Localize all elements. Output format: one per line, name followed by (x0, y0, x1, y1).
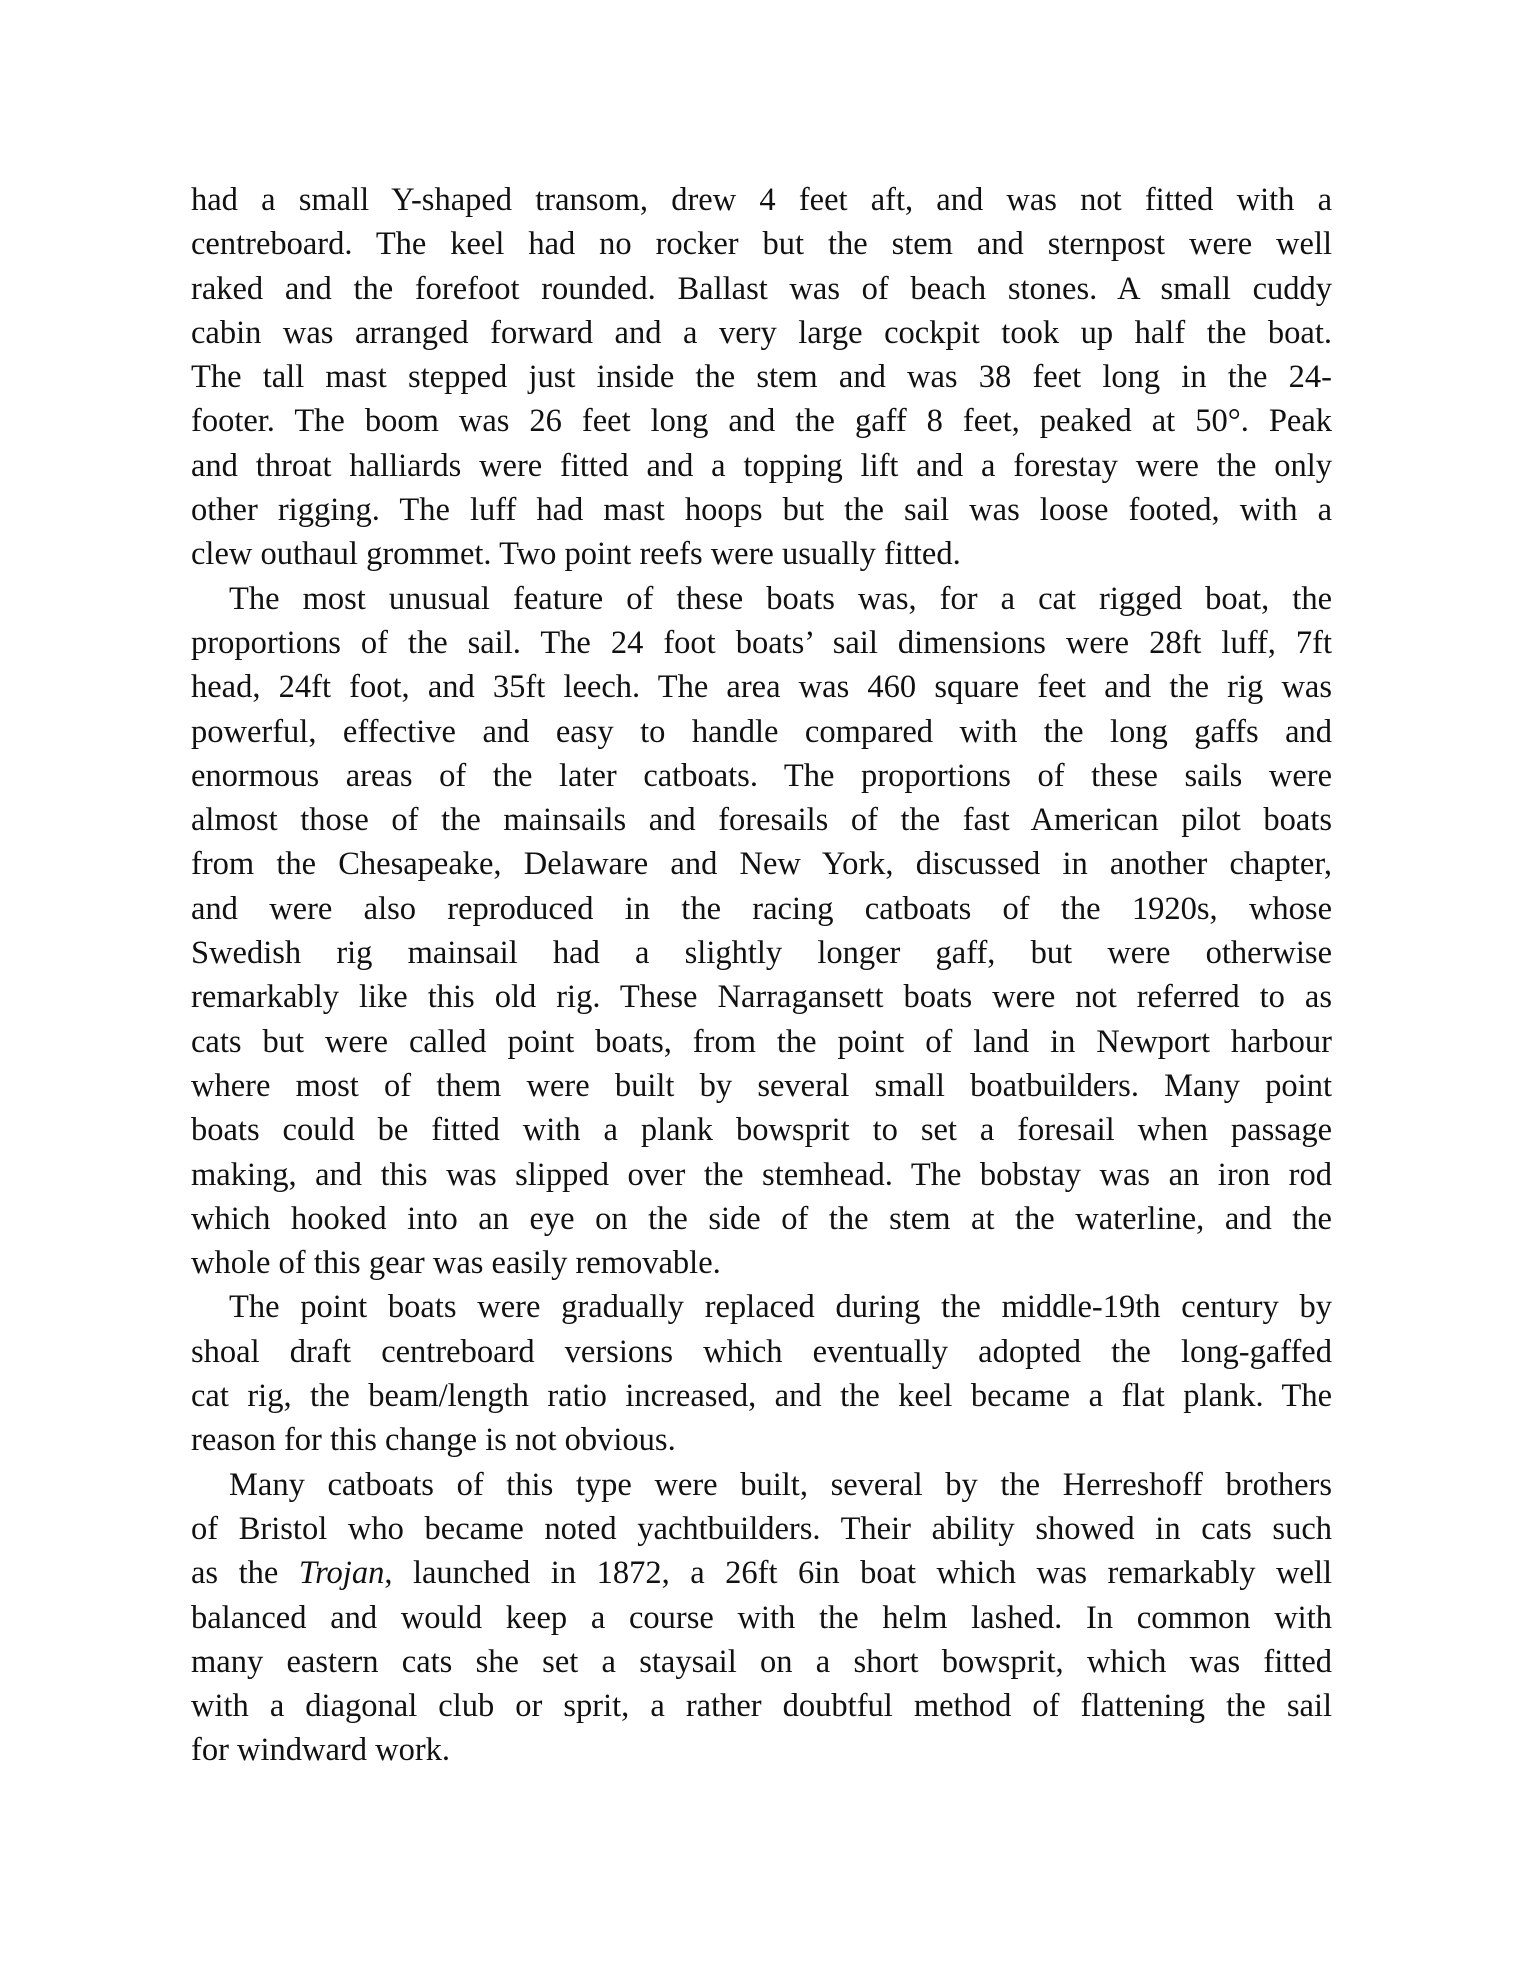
text-line: other rigging. The luff had mast hoops but the sail was loose footed, with a (191, 492, 1332, 529)
paragraph (191, 1285, 1332, 1462)
text-line: Swedish rig mainsail had a slightly longer gaff, but were otherwise (191, 935, 1332, 972)
text-line: The point boats were gradually replaced during the middle-19th century by (229, 1289, 1332, 1326)
text-line: of Bristol who became noted yachtbuilders. Their ability showed in cats such (191, 1510, 1332, 1547)
text-line: making, and this was slipped over the stemhead. The bobstay was an iron rod (191, 1156, 1332, 1193)
paragraph (191, 178, 1332, 577)
text-segment: as the (191, 1555, 299, 1592)
text-line: reason for this change is not obvious. (191, 1422, 676, 1459)
text-line: head, 24ft foot, and 35ft leech. The area was 460 square feet and the rig was (191, 669, 1332, 706)
text-line: proportions of the sail. The 24 foot boats’ sail dimensions were 28ft luff, 7ft (191, 624, 1332, 661)
text-line: clew outhaul grommet. Two point reefs were usually fitted. (191, 536, 961, 573)
text-line (191, 1551, 1332, 1595)
text-line: almost those of the mainsails and foresails of the fast American pilot boats (191, 802, 1332, 839)
text-line: balanced and would keep a course with the helm lashed. In common with (191, 1599, 1332, 1636)
text-line: enormous areas of the later catboats. The proportions of these sails were (191, 757, 1332, 794)
text-line: which hooked into an eye on the side of the stem at the waterline, and the (191, 1200, 1332, 1237)
paragraph (191, 577, 1332, 1286)
text-line: cat rig, the beam/length ratio increased, and the keel became a flat plank. The (191, 1378, 1332, 1415)
text-line: with a diagonal club or sprit, a rather doubtful method of flattening the sail (191, 1688, 1332, 1725)
text-line: raked and the forefoot rounded. Ballast was of beach stones. A small cuddy (191, 270, 1332, 307)
text-line: shoal draft centreboard versions which eventually adopted the long-gaffed (191, 1333, 1332, 1370)
text-line: remarkably like this old rig. These Narragansett boats were not referred to as (191, 979, 1332, 1016)
paragraph (191, 1463, 1332, 1773)
text-line: and throat halliards were fitted and a topping lift and a forestay were the only (191, 447, 1332, 484)
text-line: cats but were called point boats, from the point of land in Newport harbour (191, 1023, 1332, 1060)
text-line: many eastern cats she set a staysail on a short bowsprit, which was fitted (191, 1643, 1332, 1680)
text-line: from the Chesapeake, Delaware and New York, discussed in another chapter, (191, 846, 1332, 883)
text-line: boats could be fitted with a plank bowsprit to set a foresail when passage (191, 1112, 1332, 1149)
text-line: centreboard. The keel had no rocker but the stem and sternpost were well (191, 226, 1332, 263)
text-line: for windward work. (191, 1732, 451, 1769)
text-line: and were also reproduced in the racing catboats of the 1920s, whose (191, 890, 1332, 927)
italic-boat-name: Trojan (298, 1555, 385, 1592)
text-line: The most unusual feature of these boats was, for a cat rigged boat, the (229, 580, 1332, 617)
text-segment: , launched in 1872, a 26ft 6in boat which was remarkably well (384, 1555, 1332, 1592)
text-line: whole of this gear was easily removable. (191, 1245, 721, 1282)
text-line: Many catboats of this type were built, several by the Herreshoff brothers (229, 1466, 1332, 1503)
text-line: The tall mast stepped just inside the stem and was 38 feet long in the 24- (191, 359, 1332, 396)
text-line: powerful, effective and easy to handle compared with the long gaffs and (191, 713, 1332, 750)
text-line: cabin was arranged forward and a very large cockpit took up half the boat. (191, 314, 1332, 351)
page-body (191, 178, 1332, 1773)
text-line: where most of them were built by several small boatbuilders. Many point (191, 1067, 1332, 1104)
text-line: had a small Y-shaped transom, drew 4 feet aft, and was not fitted with a (191, 182, 1332, 218)
text-line: footer. The boom was 26 feet long and the gaff 8 feet, peaked at 50°. Peak (191, 403, 1332, 440)
